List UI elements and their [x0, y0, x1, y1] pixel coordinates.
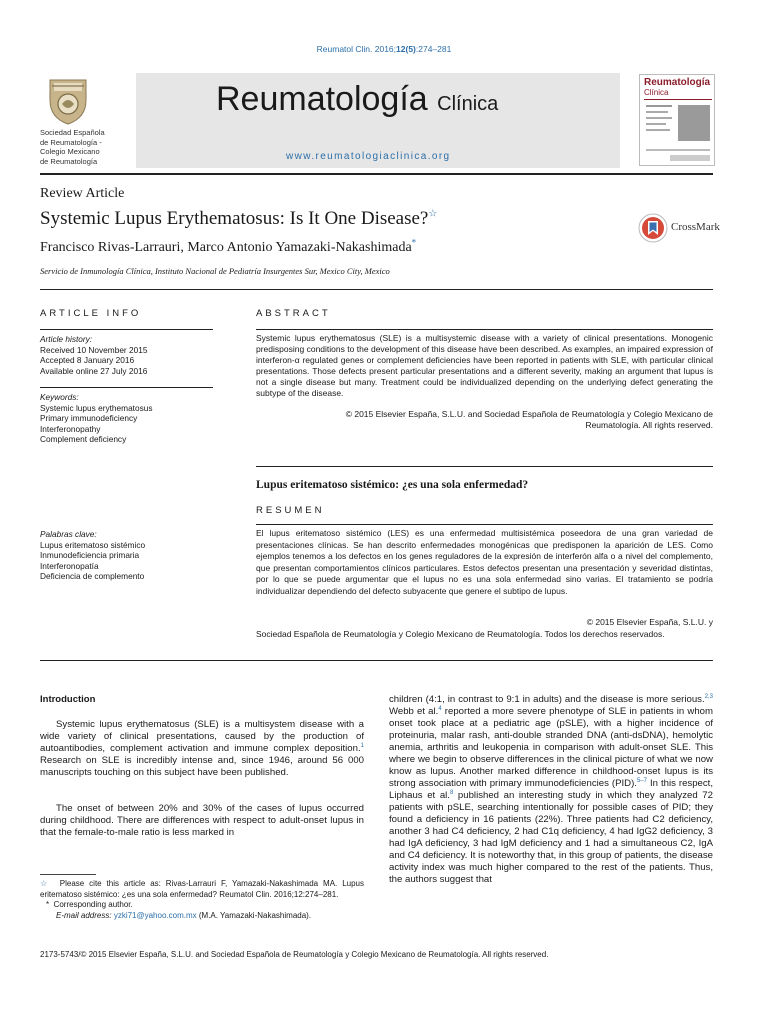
cover-title: Reumatología: [644, 77, 711, 88]
info-rule: [40, 329, 213, 330]
footnote-rule: [40, 874, 96, 875]
journal-name: Reumatología: [216, 80, 428, 118]
reference-link-5-7[interactable]: 5–7: [636, 777, 647, 784]
journal-citation[interactable]: [0, 44, 768, 54]
article-title-text: Systemic Lupus Erythematosus: Is It One Disease?: [40, 208, 429, 229]
crossmark-icon: [638, 213, 668, 243]
corresponding-footnote: * Corresponding author.: [46, 900, 133, 910]
resumen-text: El lupus eritematoso sistémico (LES) es una enfermedad multisistémica poseedora de una gran variedad de presentaciones clínicas. Se han descrito enfermedades monogénicas que predisponen la aparición de LES. Como ejemplos tenemos a los defectos en los genes reguladores de la expresión de interferón alfa o a nivel del complemento, que presentan comportamientos clínicos particulares. Estos defectos presentan una presentación y severidad distintas, por lo que se puede argumentar que el lupus no es una sola enfermedad sino varias. El tratamiento se podría individualizar dependiendo del defecto subyacente que genere el subtipo de lupus.: [256, 528, 713, 596]
keywords: [40, 392, 215, 445]
abstract-rule: [256, 329, 713, 330]
section-rule: [40, 289, 713, 290]
keyword-item: Interferonopathy: [40, 423, 101, 434]
resumen-heading: RESUMEN: [256, 505, 325, 516]
article-history: [40, 334, 215, 376]
palabra-item: Interferonopatía: [40, 560, 99, 571]
corresponding-author-mark[interactable]: *: [411, 237, 417, 248]
journal-website-link[interactable]: www.reumatologiaclinica.org: [286, 151, 451, 162]
title-footnote-mark[interactable]: ☆: [428, 208, 438, 220]
journal-cover: [639, 74, 715, 166]
society-name: Sociedad Española de Reumatología - Colegio Mexicano de Reumatología: [40, 128, 105, 166]
palabra-item: Deficiencia de complemento: [40, 571, 145, 582]
article-title: [40, 208, 437, 230]
citation-issue[interactable]: (5): [405, 44, 416, 54]
issn-footer: 2173-5743/© 2015 Elsevier España, S.L.U. and Sociedad Española de Reumatología y Colegio Mexicano de Reumatología. All rights reserved.: [40, 950, 549, 959]
palabra-item: Inmunodeficiencia primaria: [40, 550, 140, 561]
crossmark-badge[interactable]: [638, 213, 718, 245]
footnotes: [40, 879, 364, 921]
affiliation: Servicio de Inmunología Clínica, Instituto Nacional de Pediatría Insurgentes Sur, Mexico City, Mexico: [40, 266, 390, 276]
frontmatter-bottom-rule: [40, 660, 713, 661]
history-accepted: Accepted 8 January 2016: [40, 355, 135, 366]
journal-title: [216, 80, 498, 119]
email-footnote: E-mail address: yzki71@yahoo.com.mx (M.A. Yamazaki-Nakashimada).: [56, 910, 312, 920]
abstract-copyright: © 2015 Elsevier España, S.L.U. and Sociedad Española de Reumatología y Colegio Mexicano de Reumatología. All rights reserved.: [345, 409, 713, 430]
palabras-label: Palabras clave:: [40, 529, 97, 539]
email-link[interactable]: yzki71@yahoo.com.mx: [113, 910, 197, 920]
history-label: Article history:: [40, 334, 93, 344]
authors-text: Francisco Rivas-Larrauri, Marco Antonio Yamazaki-Nakashimada: [40, 240, 412, 255]
article-authors: [40, 237, 417, 256]
introduction-heading: Introduction: [40, 694, 96, 705]
reference-link-4[interactable]: 4: [438, 705, 442, 712]
star-footnote-mark: ☆: [40, 879, 50, 888]
resumen-rule: [256, 524, 713, 525]
resumen-top-rule: [256, 466, 713, 467]
keyword-item: Systemic lupus erythematosus: [40, 402, 153, 413]
abstract-heading: ABSTRACT: [256, 308, 331, 319]
palabra-item: Lupus eritematoso sistémico: [40, 539, 146, 550]
resumen-title: Lupus eritematoso sistémico: ¿es una sola enfermedad?: [256, 479, 529, 491]
article-type: Review Article: [40, 186, 125, 201]
palabras-clave: [40, 529, 215, 582]
keywords-label: Keywords:: [40, 392, 79, 402]
journal-subtitle: Clínica: [437, 93, 499, 115]
abstract-text: Systemic lupus erythematosus (SLE) is a multisystemic disease with a variety of clinical presentations. Monogenic predisposing conditions to the development of this disease have been described. As examples, an impaired expression of interferon-α regulated genes or complement deficiencies have been reported in patients with SLE, with particular clinical presentations. Those defects present particular presentations and a different severity, making an argument that lupus is not a single disease but many. Treatment could be individualized depending on the underlying defect generating the subtype of the disease.: [256, 333, 713, 398]
citation-prefix[interactable]: Reumatol Clin. 2016;: [316, 44, 397, 54]
header-rule: [40, 173, 713, 175]
citation-footnote: ☆ Please cite this article as: Rivas-Larrauri F, Yamazaki-Nakashimada MA. Lupus eritematoso sistémico: ¿es una sola enfermedad? Reumatol Clin. 2016;12:274–281.: [40, 879, 364, 899]
reference-link-2-3[interactable]: 2,3: [704, 693, 713, 700]
keyword-item: Primary immunodeficiency: [40, 413, 138, 424]
society-logo: [46, 78, 90, 126]
body-right-column: children (4:1, in contrast to 9:1 in adults) and the disease is more serious.$^{2,3}$ Webb et al.$^4$ reported a more severe phenotype of SLE in patients in whom onset took place at a pediatric age (pSLE), with a higher incidence of proteinuria, malar rash, anti-double stranded DNA (anti-dsDNA), hemolytic anemia, arthritis and leukopenia in comparison with adult-onset SLE. This where we begin to observe differences in the clinical picture of what we now know as lupus. Another marked difference in childhood-onset lupus is its strong association with primary immunodeficiencies (PID).$^{5-7}$ In this respect, Liphaus et al.$^8$ published an interesting study in which they analyzed 72 patients with pSLE, searching intentionally for possible cases of PID; they found a deficiency in 16 patients (22%). Three patients had C2 deficiency, another 3 had C4 deficiency, 2 had C1q deficiency, 4 had IgG2 deficiency, 3 had IgA deficiency, 3 had IgM deficiency and 1 had a simultaneous C2, IgA and C4 deficiency. It is noteworthy that, in this group of patients, the disease activity index was much higher compared to the rest of the patients. Thus, the authors suggest that: [389, 693, 713, 885]
info-rule: [40, 387, 213, 388]
intro-paragraph-2: The onset of between 20% and 30% of the cases of lupus occurred during childhood. There are differences with respect to adult-onset lupus in that the female-to-male ratio is less marked in: [40, 803, 364, 838]
citation-pages[interactable]: :274–281: [415, 44, 452, 54]
intro-paragraph-1: Systemic lupus erythematosus (SLE) is a multisystem disease with a wide variety of clinical presentations, caused by the production of autoantibodies, complement activation and immune complex deposition.$^1$ Research on SLE is incredibly intense and, since 1946, around 56 000 manuscripts touching on this subject have been published.: [40, 719, 364, 778]
citation-volume[interactable]: 12: [396, 44, 406, 54]
resumen-copyright: © 2015 Elsevier España, S.L.U. y Sociedad Española de Reumatología y Colegio Mexicano de Reumatología. Todos los derechos reservados.: [256, 617, 713, 639]
crossmark-label: CrossMark: [671, 221, 720, 233]
cover-subtitle: Clínica: [644, 88, 669, 97]
article-info-heading: ARTICLE INFO: [40, 308, 142, 319]
reference-link-8[interactable]: 8: [449, 789, 454, 796]
keyword-item: Complement deficiency: [40, 434, 127, 445]
history-online: Available online 27 July 2016: [40, 365, 148, 376]
history-received: Received 10 November 2015: [40, 344, 148, 355]
reference-link-1[interactable]: 1: [360, 742, 364, 749]
